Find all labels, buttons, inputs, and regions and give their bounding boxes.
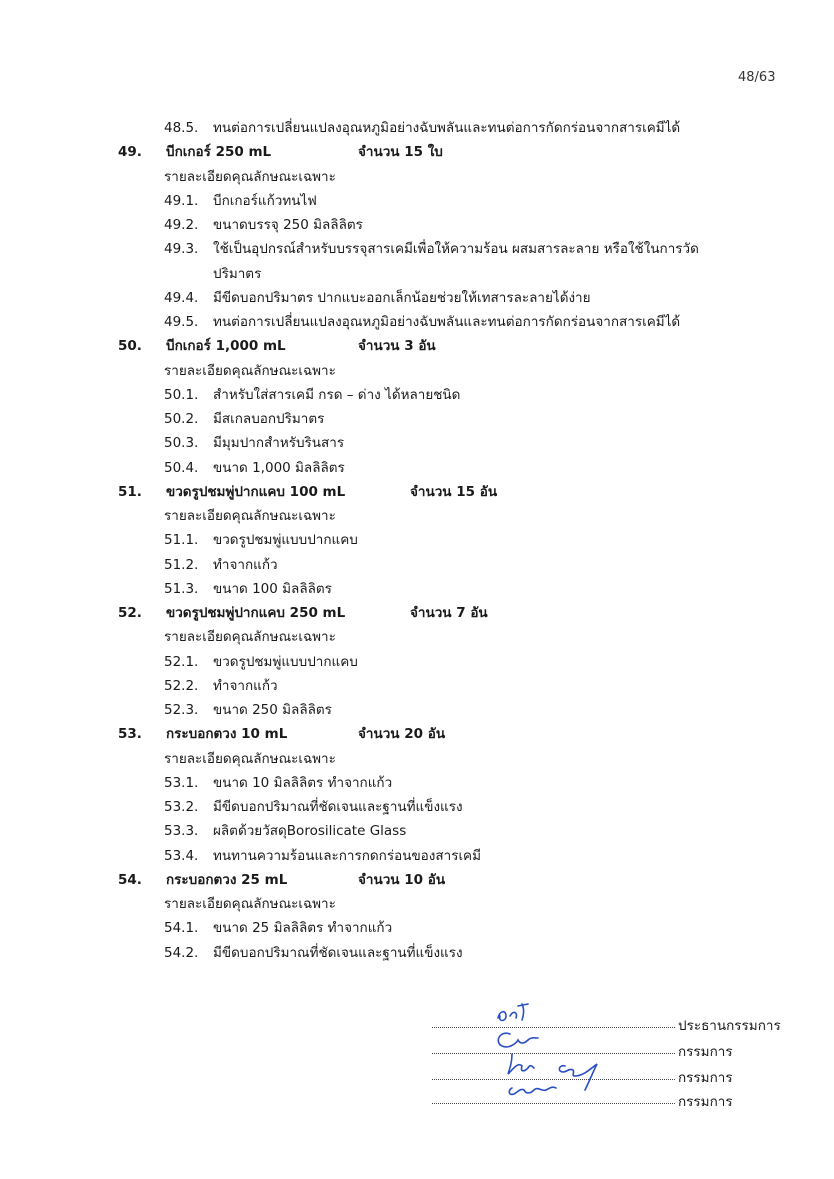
item-quantity: จำนวน 3 อัน [358,338,436,355]
item-number: 49. [118,144,142,161]
spec-text: รายละเอียดคุณลักษณะเฉพาะ [164,362,336,379]
spec-text: รายละเอียดคุณลักษณะเฉพาะ [164,750,336,767]
spec-text: ขนาดบรรจุ 250 มิลลิลิตร [213,217,363,233]
spec-number: 50.1. [164,386,199,403]
spec-text: ผลิตด้วยวัสดุBorosilicate Glass [213,823,407,840]
spec-text: ขวดรูปชมพู่แบบปากแคบ [213,653,358,670]
spec-number: 54.2. [164,944,199,961]
spec-number: 54.1. [164,920,199,937]
spec-text: ใช้เป็นอุปกรณ์สำหรับบรรจุสารเคมีเพื่อให้ความร้อน ผสมสารละลาย หรือใช้ในการวัด [213,241,699,258]
spec-text: ขนาด 10 มิลลิลิตร ทำจากแก้ว [213,774,393,791]
spec-text: ทำจากแก้ว [213,556,278,573]
spec-number: 53.3. [164,823,199,840]
spec-number: 53.2. [164,799,199,815]
spec-number: 49.3. [164,241,199,258]
item-name: บีกเกอร์ 250 mL [166,144,272,161]
spec-text: มีมุมปากสำหรับรินสาร [213,435,345,452]
item-number: 52. [118,605,142,621]
spec-number: 48.5. [164,120,199,136]
spec-number: 50.2. [164,411,199,427]
spec-text: มีขีดบอกปริมาณที่ชัดเจนและฐานที่แข็งแรง [213,799,463,815]
spec-text: ทำจากแก้ว [213,677,278,694]
item-quantity: จำนวน 20 อัน [358,726,446,743]
spec-number: 52.3. [164,702,199,718]
spec-number: 53.4. [164,847,199,864]
item-quantity: จำนวน 7 อัน [410,605,488,621]
spec-text: ทนต่อการเปลี่ยนแปลงอุณหภูมิอย่างฉับพลันและทนต่อการกัดกร่อนจากสารเคมีได้ [213,120,681,136]
item-quantity: จำนวน 15 ใบ [358,144,443,161]
spec-text: รายละเอียดคุณลักษณะเฉพาะ [164,508,336,524]
item-name: ขวดรูปชมพู่ปากแคบ 100 mL [166,483,346,500]
item-number: 53. [118,726,142,743]
signature-role: กรรมการ [678,1070,733,1086]
spec-number: 50.3. [164,435,199,452]
signature-role: กรรมการ [678,1094,733,1110]
spec-text: สำหรับใส่สารเคมี กรด – ด่าง ได้หลายชนิด [213,386,461,403]
spec-text: บีกเกอร์แก้วทนไฟ [213,192,317,209]
spec-text: ปริมาตร [213,265,262,282]
item-number: 50. [118,338,142,355]
spec-number: 49.4. [164,289,199,306]
item-name: บีกเกอร์ 1,000 mL [166,338,286,355]
spec-number: 49.5. [164,314,199,330]
spec-number: 49.2. [164,217,199,233]
item-quantity: จำนวน 15 อัน [410,483,498,500]
spec-number: 53.1. [164,774,199,791]
item-name: กระบอกตวง 25 mL [166,871,288,888]
spec-text: รายละเอียดคุณลักษณะเฉพาะ [164,896,336,912]
spec-text: ขนาด 1,000 มิลลิลิตร [213,459,345,476]
item-name: ขวดรูปชมพู่ปากแคบ 250 mL [166,605,346,621]
spec-text: ขนาด 100 มิลลิลิตร [213,580,332,597]
spec-text: มีสเกลบอกปริมาตร [213,411,325,427]
spec-number: 49.1. [164,192,199,209]
item-quantity: จำนวน 10 อัน [358,871,446,888]
spec-text: ทนทานความร้อนและการกดกร่อนของสารเคมี [213,847,481,864]
item-number: 51. [118,483,142,500]
spec-number: 50.4. [164,459,199,476]
spec-text: มีขีดบอกปริมาตร ปากแบะออกเล็กน้อยช่วยให้เทสารละลายได้ง่าย [213,289,591,306]
spec-text: รายละเอียดคุณลักษณะเฉพาะ [164,168,336,185]
handwritten-signatures [470,996,670,1111]
signature-role: ประธานกรรมการ [678,1018,781,1034]
spec-number: 51.2. [164,556,199,573]
spec-text: มีขีดบอกปริมาณที่ชัดเจนและฐานที่แข็งแรง [213,944,463,961]
signature-role: กรรมการ [678,1044,733,1060]
item-number: 54. [118,871,142,888]
item-name: กระบอกตวง 10 mL [166,726,288,743]
spec-text: ทนต่อการเปลี่ยนแปลงอุณหภูมิอย่างฉับพลันและทนต่อการกัดกร่อนจากสารเคมีได้ [213,314,681,330]
page-number: 48/63 [738,70,776,85]
spec-text: ขวดรูปชมพู่แบบปากแคบ [213,532,358,549]
spec-number: 51.3. [164,580,199,597]
spec-text: ขนาด 25 มิลลิลิตร ทำจากแก้ว [213,920,393,937]
spec-number: 52.1. [164,653,199,670]
spec-text: รายละเอียดคุณลักษณะเฉพาะ [164,629,336,646]
spec-number: 52.2. [164,677,199,694]
spec-text: ขนาด 250 มิลลิลิตร [213,702,332,718]
spec-number: 51.1. [164,532,199,549]
